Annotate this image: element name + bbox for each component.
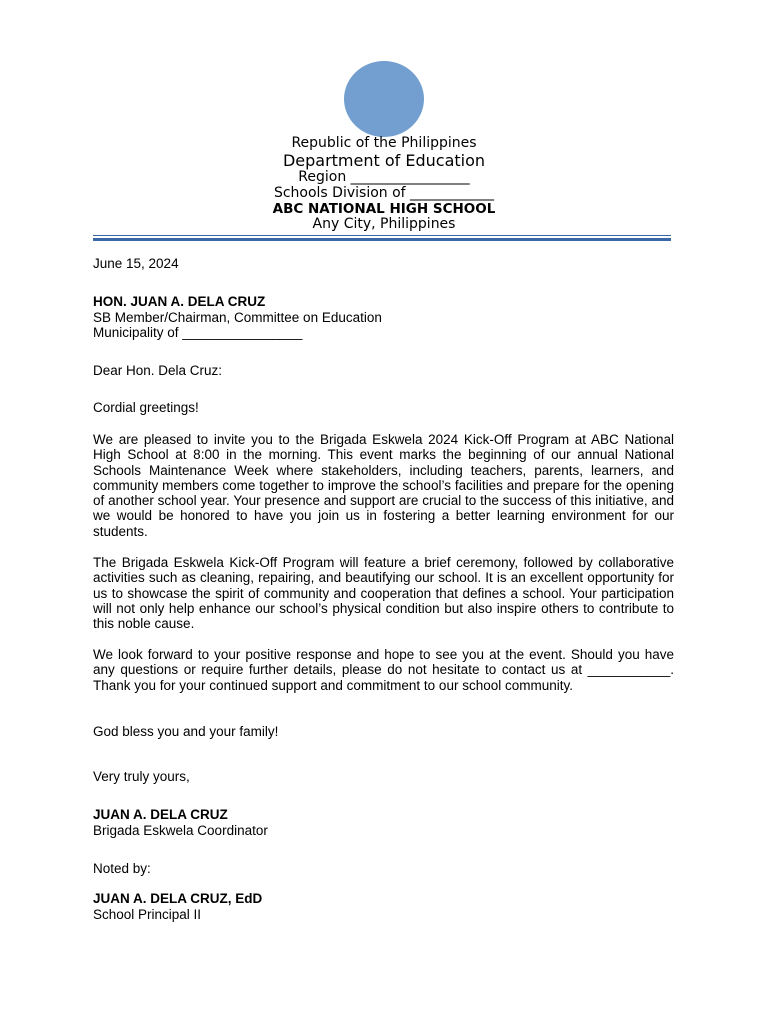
header-region: Region _________________ bbox=[298, 169, 470, 185]
header-department: Department of Education bbox=[282, 151, 486, 170]
signer-title: Brigada Eskwela Coordinator bbox=[93, 823, 268, 838]
body-paragraph-2: The Brigada Eskwela Kick-Off Program will feature a brief ceremony, followed by collaborative activities such as cleaning, repairing, and beautifying our school. It is an excellent opportunity for us to showcase the spirit of community and cooperation that defines a school. Your participation will not only help enhance our school’s physical condition but also inspire others to contribute to this noble cause. bbox=[93, 555, 674, 632]
letter-date: June 15, 2024 bbox=[93, 256, 179, 271]
blessing: God bless you and your family! bbox=[93, 724, 279, 739]
header-address: Any City, Philippines bbox=[312, 216, 456, 232]
noter-title: School Principal II bbox=[93, 907, 202, 922]
header-division: Schools Division of ____________ bbox=[273, 185, 495, 201]
school-seal-placeholder bbox=[344, 61, 424, 137]
recipient-name: HON. JUAN A. DELA CRUZ bbox=[93, 294, 266, 309]
noted-by-label: Noted by: bbox=[93, 861, 151, 876]
body-paragraph-3: We look forward to your positive response and hope to see you at the event. Should you have any questions or require further details, please do not hesitate to contact us at ___________. Thank you for your continued support and commitment to our school community. bbox=[93, 647, 674, 693]
signer-name: JUAN A. DELA CRUZ bbox=[93, 807, 228, 822]
closing: Very truly yours, bbox=[93, 769, 190, 784]
noter-name: JUAN A. DELA CRUZ, EdD bbox=[93, 891, 263, 906]
header-rule-thin bbox=[93, 235, 671, 236]
salutation: Dear Hon. Dela Cruz: bbox=[93, 363, 223, 378]
header-rule-thick bbox=[93, 238, 671, 241]
header-republic: Republic of the Philippines bbox=[291, 135, 477, 151]
recipient-place: Municipality of ________________ bbox=[93, 325, 303, 340]
recipient-title: SB Member/Chairman, Committee on Education bbox=[93, 310, 382, 325]
body-paragraph-1: We are pleased to invite you to the Brigada Eskwela 2024 Kick-Off Program at ABC National High School at 8:00 in the morning. This event marks the beginning of our annual National Schools Maintenance Week where stakeholders, including teachers, parents, learners, and community members come together to improve the school’s facilities and prepare for the opening of another school year. Your presence and support are crucial to the success of this initiative, and we would be honored to have you join us in fostering a better learning environment for our students. bbox=[93, 432, 674, 539]
greeting: Cordial greetings! bbox=[93, 400, 199, 415]
header-school-name: ABC NATIONAL HIGH SCHOOL bbox=[272, 201, 496, 217]
